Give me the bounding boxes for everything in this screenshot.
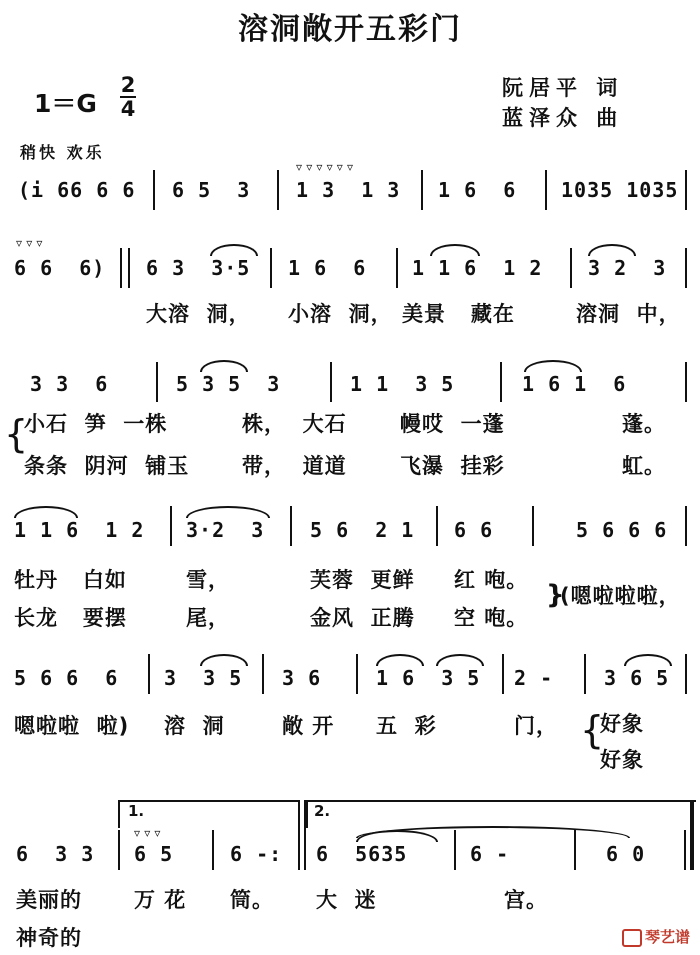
accent-marks: ▿ ▿ ▿ xyxy=(134,826,161,840)
barline xyxy=(148,654,150,694)
measure: 3·2 3 xyxy=(186,518,265,542)
lyric: 美景 藏在 xyxy=(402,302,515,326)
measure: 1 6 6 xyxy=(288,256,367,280)
measure: 6 3 3 xyxy=(16,842,95,866)
barline xyxy=(156,362,158,402)
measure: 2 - xyxy=(514,666,554,690)
barline xyxy=(685,248,687,288)
volta-bracket-2 xyxy=(306,800,696,828)
time-signature xyxy=(118,74,138,120)
slur xyxy=(210,244,258,256)
lyric: 飞瀑 挂彩 xyxy=(400,454,505,478)
measure: 1 1 6 1 2 xyxy=(14,518,145,542)
slur xyxy=(376,654,424,666)
lyric: 幔哎 一蓬 xyxy=(400,412,505,436)
measure: 6 5 xyxy=(134,842,174,866)
lyric: 嗯啦啦 啦) xyxy=(14,714,130,738)
lyric: 条条 阴河 铺玉 xyxy=(24,454,190,478)
slur xyxy=(200,654,248,666)
measure: 6 0 xyxy=(606,842,646,866)
lyric: 长龙 要摆 xyxy=(14,606,127,630)
lyric: 红 咆。 xyxy=(454,568,529,592)
barline xyxy=(277,170,279,210)
barline xyxy=(570,248,572,288)
time-signature-bottom: 4 xyxy=(120,97,136,121)
lyric: 尾， xyxy=(186,606,230,630)
lyric: 筒。 xyxy=(230,888,274,912)
final-barline xyxy=(690,800,694,870)
slur xyxy=(14,506,78,518)
slur xyxy=(436,654,484,666)
measure: 1035 1035 xyxy=(561,178,679,202)
slur xyxy=(624,654,672,666)
lyric: 好象 xyxy=(600,712,644,736)
lyric: 五 彩 xyxy=(376,714,437,738)
barline xyxy=(502,654,504,694)
verse-brace: } xyxy=(546,580,566,610)
lyric: 芙蓉 更鲜 xyxy=(310,568,415,592)
measure: 6 3 3·5 xyxy=(146,256,251,280)
measure: 6 5 3 xyxy=(172,178,251,202)
lyric: 小溶 洞， xyxy=(288,302,393,326)
measure: 1 3 1 3 xyxy=(296,178,401,202)
lyric: 大溶 洞， xyxy=(146,302,251,326)
barline xyxy=(330,362,332,402)
time-signature-top: 2 xyxy=(120,73,136,97)
lyric: 牡丹 白如 xyxy=(14,568,127,592)
barline xyxy=(270,248,272,288)
measure: 3 2 3 xyxy=(588,256,667,280)
tempo-marking: 稍快 欢乐 xyxy=(20,143,105,162)
lyric: 神奇的 xyxy=(16,926,82,950)
volta-number: 2. xyxy=(314,802,331,820)
measure: (i 66 6 6 xyxy=(18,178,136,202)
measure: 3 3 5 xyxy=(164,666,243,690)
barline xyxy=(685,362,687,402)
barline xyxy=(118,830,120,870)
lyric: 溶 洞 xyxy=(164,714,225,738)
barline xyxy=(298,800,300,870)
measure: 1 6 6 xyxy=(438,178,517,202)
slur xyxy=(524,360,582,372)
lyric: 蓬。 xyxy=(622,412,666,436)
lyric: 虹。 xyxy=(622,454,666,478)
measure: 6 -: xyxy=(230,842,283,866)
slur xyxy=(588,244,636,256)
barline xyxy=(436,506,438,546)
barline xyxy=(396,248,398,288)
lyric: 雪， xyxy=(186,568,230,592)
barline xyxy=(685,506,687,546)
measure: 6 5635 xyxy=(316,842,408,866)
barline xyxy=(153,170,155,210)
lyric: 万 花 xyxy=(134,888,187,912)
barline xyxy=(304,800,306,870)
measure: 1 6 3 5 xyxy=(376,666,481,690)
barline xyxy=(421,170,423,210)
lyric: 小石 笋 一株 xyxy=(24,412,168,436)
verse-brace: { xyxy=(580,708,606,752)
volta-number: 1. xyxy=(128,802,145,820)
lyric: 门， xyxy=(514,714,558,738)
composer-credit: 蓝泽众 曲 xyxy=(502,106,624,130)
slur xyxy=(430,244,480,256)
lyric: 溶洞 中， xyxy=(576,302,681,326)
measure: 3 6 5 xyxy=(604,666,670,690)
lyric: 空 咆。 xyxy=(454,606,529,630)
slur xyxy=(200,360,248,372)
slur xyxy=(186,506,270,518)
measure: 1 1 6 1 2 xyxy=(412,256,543,280)
barline xyxy=(262,654,264,694)
measure: 5 6 6 6 xyxy=(14,666,119,690)
measure: 5 6 6 6 xyxy=(576,518,668,542)
lyricist-credit: 阮居平 词 xyxy=(502,76,624,100)
watermark-logo xyxy=(622,926,690,947)
measure: 5 6 2 1 xyxy=(310,518,415,542)
barline xyxy=(684,830,686,870)
barline xyxy=(454,830,456,870)
lyric: 大 迷 xyxy=(316,888,377,912)
measure: 3 6 xyxy=(282,666,322,690)
key-signature: 1＝G xyxy=(34,89,97,118)
barline xyxy=(574,830,576,870)
lyric: (嗯啦啦啦， xyxy=(560,584,681,608)
barline xyxy=(170,506,172,546)
barline xyxy=(500,362,502,402)
barline xyxy=(685,170,687,210)
measure: 1 1 3 5 xyxy=(350,372,455,396)
lyric: 好象 xyxy=(600,748,644,772)
lyric: 美丽的 xyxy=(16,888,82,912)
lyric: 株， 大石 xyxy=(242,412,347,436)
barline xyxy=(120,248,122,288)
barline xyxy=(128,248,130,288)
accent-marks: ▿ ▿ ▿ xyxy=(16,236,43,250)
barline xyxy=(212,830,214,870)
measure: 6 - xyxy=(470,842,510,866)
volta-bracket-1 xyxy=(118,800,300,828)
measure: 6 6 6) xyxy=(14,256,106,280)
lyric: 敞 开 xyxy=(282,714,335,738)
logo-icon xyxy=(622,929,642,947)
measure: 6 6 xyxy=(454,518,494,542)
barline xyxy=(290,506,292,546)
barline xyxy=(532,506,534,546)
barline xyxy=(545,170,547,210)
lyric: 带， 道道 xyxy=(242,454,347,478)
watermark-text: 琴艺谱 xyxy=(644,928,690,946)
barline xyxy=(584,654,586,694)
accent-marks: ▿ ▿ ▿ ▿ ▿ ▿ xyxy=(296,160,354,174)
lyric: 金风 正腾 xyxy=(310,606,415,630)
measure: 5 3 5 3 xyxy=(176,372,281,396)
lyric: 宫。 xyxy=(504,888,548,912)
barline xyxy=(685,654,687,694)
barline xyxy=(356,654,358,694)
measure: 1 6 1 6 xyxy=(522,372,627,396)
measure: 3 3 6 xyxy=(30,372,109,396)
song-title: 溶洞敞开五彩门 xyxy=(238,12,462,47)
verse-brace: { xyxy=(4,412,30,456)
